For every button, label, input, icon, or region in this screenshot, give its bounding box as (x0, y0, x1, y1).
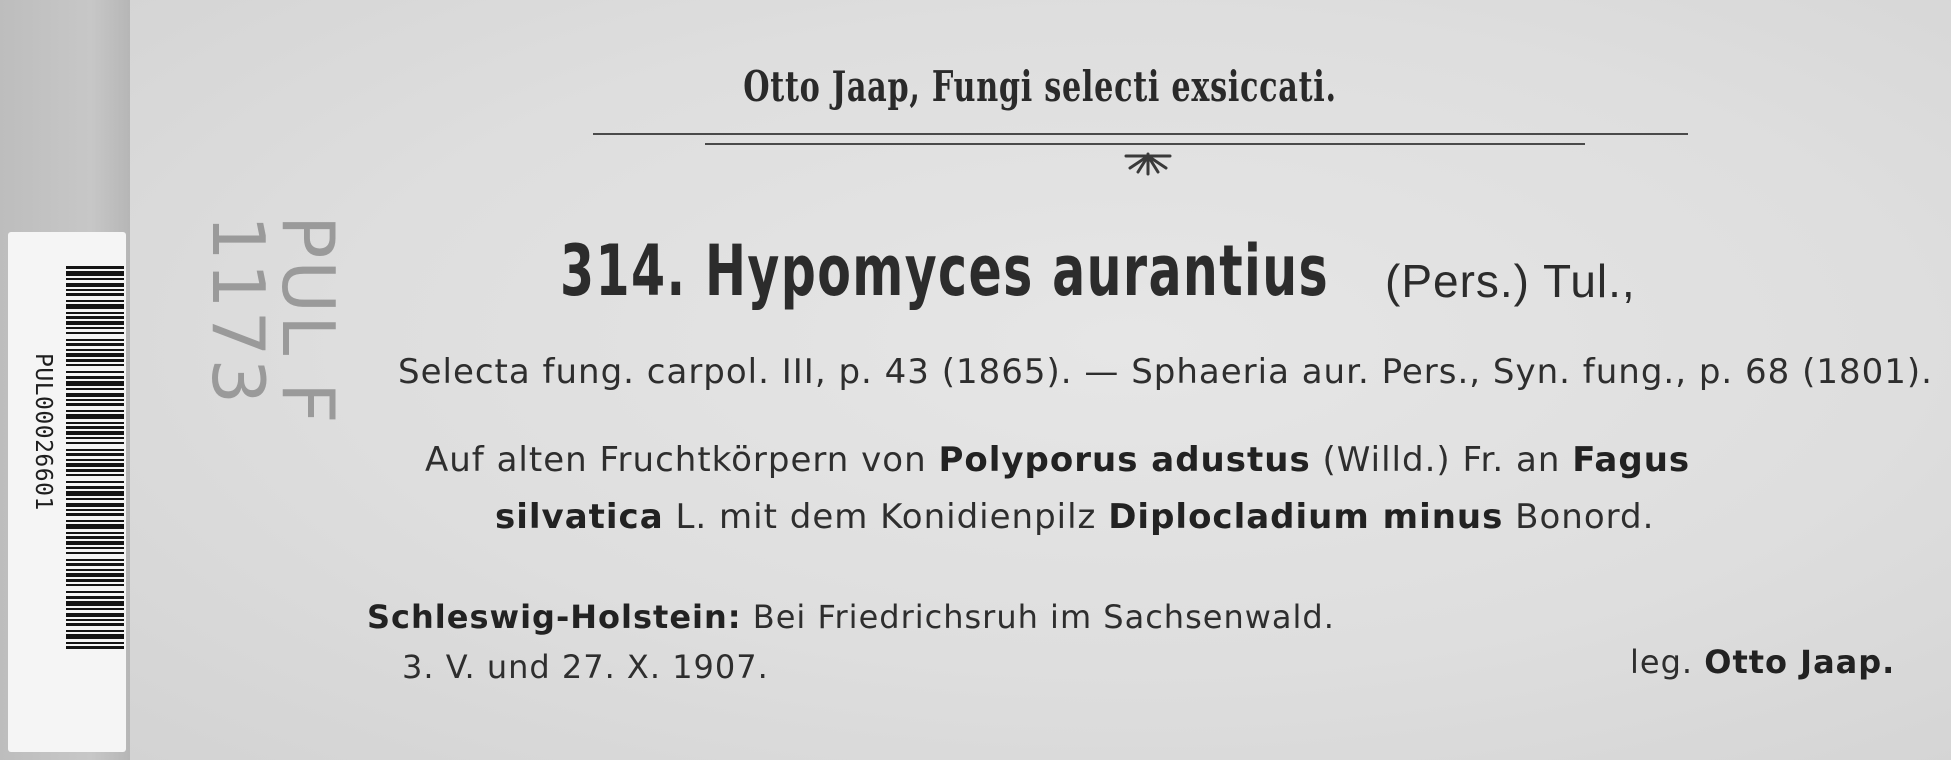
substrate-species: silvatica (495, 497, 664, 537)
species-name: Hypomyces aurantius (704, 230, 1330, 312)
conidial-fungus-name: Diplocladium minus (1108, 497, 1504, 537)
exsiccata-number: 314. (560, 230, 687, 312)
collector (1630, 643, 1895, 681)
collector-name: Otto Jaap. (1704, 643, 1896, 681)
locality-line (367, 598, 1335, 636)
handwritten-accession-note: PUL F 1173 (196, 215, 350, 426)
barcode-number: PUL00026601 (30, 353, 56, 511)
species-heading (560, 230, 1760, 312)
habitat-text: Auf alten Fruchtkörpern von (425, 440, 939, 480)
literature-reference: Selecta fung. carpol. III, p. 43 (1865). — Sphaeria aur. Pers., Syn. fung., p. 68 (1801). (398, 352, 1933, 392)
ornament-icon (1118, 150, 1178, 180)
habitat-text: (Willd.) Fr. an (1310, 440, 1573, 480)
series-title: Otto Jaap, Fungi selecti exsiccati. (743, 62, 1337, 111)
substrate-genus: Fagus (1572, 440, 1691, 480)
species-number-and-name (560, 230, 1329, 312)
barcode-bars (66, 264, 126, 654)
locality-place: Bei Friedrichsruh im Sachsenwald. (741, 598, 1335, 636)
habitat-line-1 (425, 440, 1690, 480)
collection-dates: 3. V. und 27. X. 1907. (402, 648, 769, 686)
habitat-text: L. mit dem Konidienpilz (663, 497, 1109, 537)
habitat-text: Bonord. (1503, 497, 1655, 537)
collector-prefix: leg. (1630, 643, 1705, 681)
header-rule-bottom (705, 143, 1585, 145)
region: Schleswig-Holstein: (367, 598, 742, 636)
host-name: Polyporus adustus (938, 440, 1311, 480)
habitat-line-2 (495, 497, 1654, 537)
header-rule-top (593, 133, 1688, 135)
species-author: (Pers.) Tul., (1385, 255, 1636, 307)
